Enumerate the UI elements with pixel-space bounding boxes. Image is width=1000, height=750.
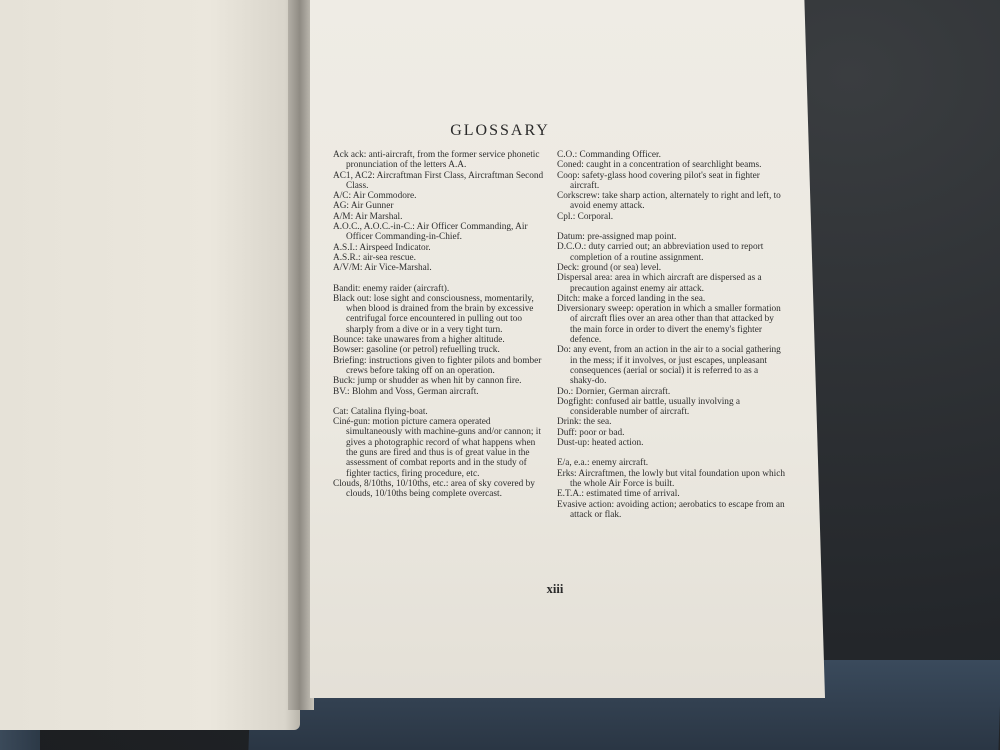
glossary-entry: A.S.I.: Airspeed Indicator. (333, 242, 431, 253)
glossary-entry: Bounce: take unawares from a higher altitude. (333, 335, 505, 346)
glossary-entry: Corkscrew: take sharp action, alternately to right and left, to avoid enemy attack. (557, 191, 781, 212)
glossary-entry: AC1, AC2: Aircraftman First Class, Aircraftman Second Class. (333, 170, 544, 191)
glossary-entry: Evasive action: avoiding action; aerobatics to escape from an attack or flak. (557, 499, 785, 520)
glossary-entry: Clouds, 8/10ths, 10/10ths, etc.: area of sky covered by clouds, 10/10ths being complete overcast. (333, 478, 535, 500)
page-number: xiii (546, 582, 564, 596)
glossary-entry: Ciné-gun: motion picture camera operated simultaneously with machine-guns and/or cannon; it gives a photographic record of what happens when the guns are fired and thus is of great value in the assessment of combat reports and in the study of fighter tactics, firing procedure, etc. (333, 417, 541, 479)
entry-gap (557, 222, 785, 232)
glossary-entry: Deck: ground (or sea) level. (557, 262, 662, 273)
glossary-entry: E.T.A.: estimated time of arrival. (557, 489, 680, 500)
entry-gap (333, 397, 548, 407)
glossary-entry: Bowser: gasoline (or petrol) refuelling truck. (333, 345, 500, 356)
glossary-entry: Erks: Aircraftmen, the lowly but vital foundation upon which the whole Air Force is built. (557, 468, 785, 489)
glossary-entry: Drink: the sea. (557, 417, 612, 428)
page-title: GLOSSARY (450, 122, 550, 139)
glossary-entry: Cat: Catalina flying-boat. (333, 406, 428, 417)
glossary-entry: D.C.O.: duty carried out; an abbreviation used to report completion of a routine assignment. (557, 242, 764, 263)
glossary-entry: A.S.R.: air-sea rescue. (333, 252, 416, 263)
glossary-entry: BV.: Blohm and Voss, German aircraft. (333, 386, 479, 397)
glossary-entry: A/V/M: Air Vice-Marshal. (333, 263, 432, 274)
glossary-entry: Dust-up: heated action. (557, 438, 644, 449)
entry-gap (333, 274, 548, 284)
glossary-entry: Do.: Dornier, German aircraft. (557, 386, 671, 397)
entry-gap (557, 448, 785, 458)
glossary-entry: Dispersal area: area in which aircraft are dispersed as a precaution against enemy air attack. (557, 273, 762, 294)
glossary-entry: Briefing: instructions given to fighter pilots and bomber crews before taking off on an operation. (333, 355, 542, 376)
glossary-entry: Ditch: make a forced landing in the sea. (557, 293, 706, 304)
glossary-entry: Diversionary sweep: operation in which a smaller formation of aircraft flies over an area other than that attacked by the main force in order to divert the enemy's fighter defence. (557, 304, 781, 346)
glossary-entry: C.O.: Commanding Officer. (557, 150, 661, 160)
glossary-entry: E/a, e.a.: enemy aircraft. (557, 458, 649, 469)
glossary-entry: A/C: Air Commodore. (333, 191, 417, 202)
glossary-entry: Duff: poor or bad. (557, 427, 625, 438)
glossary-entry: A/M: Air Marshal. (333, 211, 403, 222)
glossary-entry: Do: any event, from an action in the air to a social gathering in the mess; if it involves, or just escapes, unpleasant consequences (aerial or social) it is referred to as a shaky-do. (557, 345, 781, 387)
glossary-entry: Coop: safety-glass hood covering pilot's seat in fighter aircraft. (557, 170, 760, 191)
glossary-right-column (557, 150, 785, 520)
left-blank-page (0, 0, 300, 730)
glossary-entry: Cpl.: Corporal. (557, 211, 614, 222)
glossary-entry: Dogfight: confused air battle, usually involving a considerable number of aircraft. (557, 396, 741, 418)
glossary-entry: Datum: pre-assigned map point. (557, 232, 677, 243)
glossary-left-column (333, 150, 548, 500)
glossary-entry: AG: Air Gunner (333, 201, 394, 212)
glossary-entry: Buck: jump or shudder as when hit by cannon fire. (333, 376, 522, 387)
glossary-entry: A.O.C., A.O.C.-in-C.: Air Officer Commanding, Air Officer Commanding-in-Chief. (333, 222, 528, 243)
glossary-entry: Black out: lose sight and consciousness, momentarily, when blood is drained from the brain by excessive centrifugal force encountered in pulling out too sharply from a dive or in a very tight turn. (333, 293, 534, 335)
glossary-entry: Bandit: enemy raider (aircraft). (333, 283, 450, 294)
glossary-entry: Coned: caught in a concentration of searchlight beams. (557, 160, 762, 171)
glossary-entry: Ack ack: anti-aircraft, from the former service phonetic pronunciation of the letters A.A. (333, 150, 540, 171)
